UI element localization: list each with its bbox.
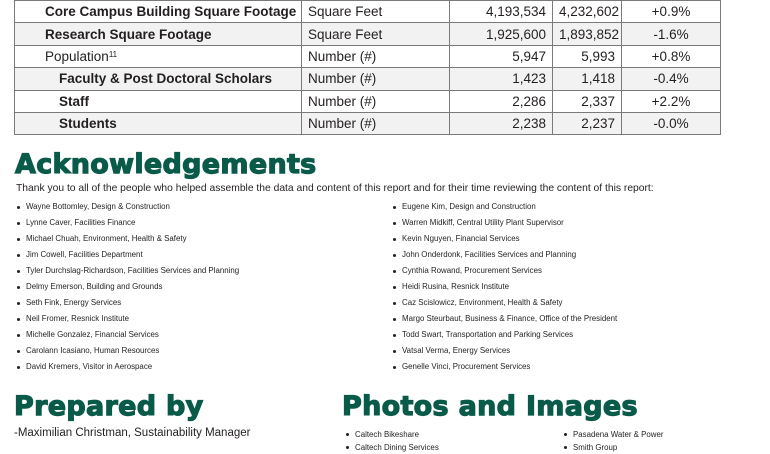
list-item: Caltech Dining Services — [345, 441, 439, 454]
list-item: Smith Group — [563, 441, 664, 454]
row-metric: Faculty & Post Doctoral Scholars — [15, 68, 302, 90]
list-item: Lynne Caver, Facilities Finance — [16, 215, 239, 231]
photos-list-right — [563, 428, 664, 454]
acknowledgements-intro: Thank you to all of the people who helped assemble the data and content of this report and for their time reviewing the content of this report: — [16, 183, 654, 194]
table-row — [15, 90, 721, 112]
table-row — [15, 68, 721, 90]
list-item: Heidi Rusina, Resnick Institute — [392, 279, 617, 295]
acknowledgements-list-right — [392, 199, 617, 375]
acknowledgements-list-left — [16, 199, 239, 375]
list-item: Pasadena Water & Power — [563, 428, 664, 441]
list-item: Michael Chuah, Environment, Health & Safety — [16, 231, 239, 247]
table-row — [15, 45, 721, 67]
row-unit: Number (#) — [302, 68, 450, 90]
row-value-1: 2,286 — [450, 90, 553, 112]
photos-list-left — [345, 428, 439, 454]
row-value-2: 1,893,852 — [553, 23, 622, 45]
table-row — [15, 23, 721, 45]
row-metric: Research Square Footage — [15, 23, 302, 45]
list-item: Kevin Nguyen, Financial Services — [392, 231, 617, 247]
row-metric: Core Campus Building Square Footage — [15, 1, 302, 23]
row-change: +2.2% — [622, 90, 721, 112]
row-metric: Population$^{11}$ — [15, 45, 302, 67]
acknowledgements-heading: Acknowledgements — [15, 149, 317, 180]
row-value-1: 1,925,600 — [450, 23, 553, 45]
table-row — [15, 1, 721, 23]
list-item: Margo Steurbaut, Business & Finance, Office of the President — [392, 311, 617, 327]
list-item: Neil Fromer, Resnick Institute — [16, 311, 239, 327]
row-change: -1.6% — [622, 23, 721, 45]
list-item: Michelle Gonzalez, Financial Services — [16, 327, 239, 343]
list-item: John Onderdonk, Facilities Services and Planning — [392, 247, 617, 263]
photos-heading: Photos and Images — [342, 391, 638, 422]
row-unit: Square Feet — [302, 23, 450, 45]
row-value-2: 2,337 — [553, 90, 622, 112]
preparer-name: -Maximilian Christman, Sustainability Manager — [14, 427, 251, 439]
list-item: Seth Fink, Energy Services — [16, 295, 239, 311]
row-unit: Number (#) — [302, 90, 450, 112]
list-item: Genelle Vinci, Procurement Services — [392, 359, 617, 375]
footnote-marker: 11 — [108, 49, 118, 59]
list-item: Eugene Kim, Design and Construction — [392, 199, 617, 215]
row-metric: Staff — [15, 90, 302, 112]
row-value-2: 4,232,602 — [553, 1, 622, 23]
list-item: Delmy Emerson, Building and Grounds — [16, 279, 239, 295]
row-unit: Square Feet — [302, 1, 450, 23]
list-item: Caz Scislowicz, Environment, Health & Safety — [392, 295, 617, 311]
list-item: David Kremers, Visitor in Aerospace — [16, 359, 239, 375]
list-item: Caltech Bikeshare — [345, 428, 439, 441]
metrics-table — [14, 0, 721, 135]
row-change: +0.8% — [622, 45, 721, 67]
list-item: Warren Midkiff, Central Utility Plant Supervisor — [392, 215, 617, 231]
list-item: Carolann Icasiano, Human Resources — [16, 343, 239, 359]
row-change: -0.0% — [622, 112, 721, 134]
row-value-1: 4,193,534 — [450, 1, 553, 23]
row-change: +0.9% — [622, 1, 721, 23]
list-item: Todd Swart, Transportation and Parking Services — [392, 327, 617, 343]
list-item: Tyler Durchslag-Richardson, Facilities Services and Planning — [16, 263, 239, 279]
list-item: Cynthia Rowand, Procurement Services — [392, 263, 617, 279]
prepared-by-heading: Prepared by — [14, 391, 204, 422]
row-metric: Students — [15, 112, 302, 134]
row-value-2: 5,993 — [553, 45, 622, 67]
list-item: Wayne Bottomley, Design & Construction — [16, 199, 239, 215]
row-value-1: 5,947 — [450, 45, 553, 67]
row-unit: Number (#) — [302, 112, 450, 134]
list-item: Vatsal Verma, Energy Services — [392, 343, 617, 359]
row-value-1: 2,238 — [450, 112, 553, 134]
row-value-1: 1,423 — [450, 68, 553, 90]
row-value-2: 1,418 — [553, 68, 622, 90]
row-change: -0.4% — [622, 68, 721, 90]
list-item: Jim Cowell, Facilities Department — [16, 247, 239, 263]
row-value-2: 2,237 — [553, 112, 622, 134]
table-row — [15, 112, 721, 134]
row-unit: Number (#) — [302, 45, 450, 67]
